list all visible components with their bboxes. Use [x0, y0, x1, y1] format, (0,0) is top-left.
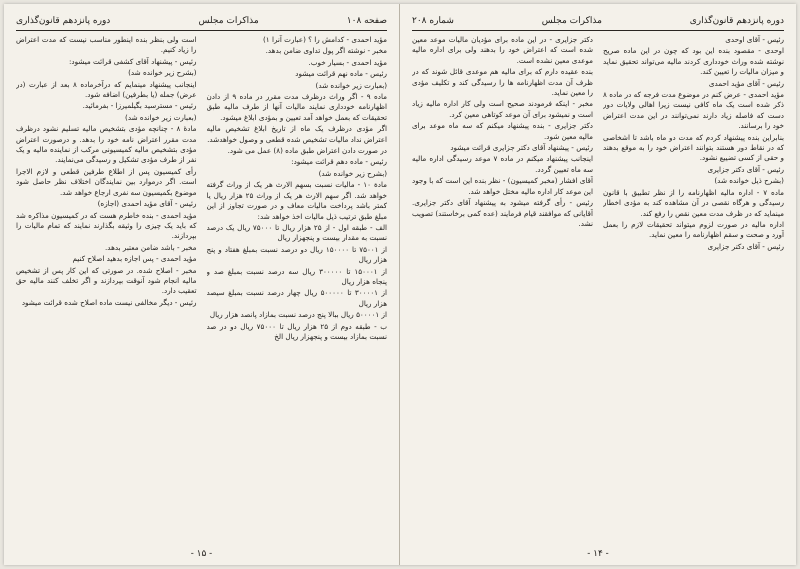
paragraph: اینجانب پیشنهاد مینمایم که درآخرماده ۸ بعد از عبارت (در عرض) جمله (یا بطرفین) اضافه شود.	[16, 79, 197, 100]
paragraph: رئیس - ماده دهم قرائت میشود:	[291, 157, 387, 167]
paragraph: از ۳۰۰۰۰۱ تا ۵۰۰۰۰۰ ریال چهار درصد نسبت بمبلغ سیصد هزار ریال	[206, 288, 387, 308]
paragraph: بنابراین بنده پیشنهاد کردم که مدت دو ماه باشد تا اشخاصی که در نقاط دور هستند بتوانند اعتراض خود را به موقع بدهند و حقی از کسی تضییع نشود.	[603, 132, 784, 163]
paragraph: اداره مالیه در صورت لزوم میتواند تحقیقات لازم را بعمل آورد و صحت و سقم اظهارنامه را معین نماید.	[603, 219, 784, 240]
left-column	[16, 35, 197, 540]
paragraph: مخبر - نوشته اگر پول تداوی ضامن بدهد.	[265, 46, 387, 56]
right-column	[603, 35, 784, 540]
paragraph: مؤید احمدی - عرض کنم در موضوع مدت فرجه که در ماده ۸ ذکر شده است یک ماه کافی نیست زیرا اهالی ولایات دور دست که فاصله زیاد دارند نمی‌توانند در این مدت اعتراض خود را برسانند.	[603, 90, 784, 131]
session-title: دوره پانزدهم قانون‌گذاری	[16, 16, 111, 26]
paragraph: مؤید احمدی - بسیار خوب.	[308, 57, 387, 67]
paragraph: مادة ۱۰ - مالیات نسبت بسهم الارث هر یک از وراث گرفته خواهد شد. اگر سهم الارث هر یک از وراث ۲۵ هزار ریال یا کمتر باشد پرداخت مالیات معاف و در صورت تجاوز از این مبلغ طبق ترتیب ذیل مالیات اخذ خواهد شد:	[206, 180, 387, 221]
paragraph: از ۷۵۰۰۱ تا ۱۵۰۰۰۰ ریال دو درصد نسبت بمبلغ هفتاد و پنج هزار ریال	[206, 244, 387, 265]
paragraph: رئیس - دیگر مخالفی نیست ماده اصلاح شده قرائت میشود	[21, 297, 197, 307]
paragraph: اوحدی - مقصود بنده این بود که چون در این ماده صریح نوشته شده وراث خودداری کردند مالیه می‌تواند تحقیق نماید و میزان مالیات را تعیین کند.	[603, 46, 784, 77]
paragraph: رئیس - مسترسید بگیلمیرزا - بفرمائید.	[82, 101, 197, 111]
paragraph: (بعبارت زیر خوانده شد)	[125, 112, 197, 122]
paragraph: مؤید احمدی - بنده خاطرم هست که در کمیسیون مذاکره شد که باید یک چیزی را وثیقه بگذارند نمایند که تمام مالیات را بپردازند.	[16, 210, 197, 241]
paragraph: (بشرح زیر خوانده شد)	[318, 168, 387, 178]
paragraph: بنده عقیده دارم که برای مالیه هم موعدی قائل شوند که در ظرف آن مدت اظهارنامه ها را رسیدگی کند و تکلیف مؤدی را معین نماید.	[412, 67, 593, 98]
paragraph: ماده ۹ - اگر وراث درظرف مدت مقرر در ماده ۹ از دادن اظهارنامه خودداری نمایند مالیات آنها از طرف مالیه طبق تحقیقات که بعمل خواهد آمد تعیین و بمؤدی ابلاغ میشود.	[206, 92, 387, 122]
paragraph: رئیس - پیشنهاد آقای کشفی قرائت میشود:	[69, 56, 197, 66]
right-column	[207, 35, 388, 540]
paragraph: ماده ۷ - اداره مالیه اظهارنامه را از نظر تطبیق با قانون رسیدگی و هرگاه نقصی در آن مشاهده کند به مؤدی اخطار مینماید که در ظرف مدت معین نقص را رفع کند.	[603, 187, 784, 218]
paragraph: ب - طبقه دوم از ۲۵ هزار ریال تا ۷۵۰۰۰ ریال دو در صد نسبت بمازاد بیست و پنجهزار ریال الخ	[206, 321, 387, 341]
header-rule	[412, 30, 784, 31]
text-columns	[412, 35, 784, 540]
paragraph: از ۱۵۰۰۰۱ تا ۳۰۰۰۰۰ ریال سه درصد نسبت بمبلغ صد و پنجاه هزار ریال	[206, 266, 387, 286]
paragraph: دکتر جزایری - بنده پیشنهاد میکنم که سه ماه موعد برای مالیه معین شود.	[412, 121, 593, 141]
paragraph: (بشرح ذیل خوانده شد)	[714, 176, 784, 186]
journal-title: مذاکرات مجلس	[541, 16, 602, 26]
paragraph: اگر مؤدی درظرف یک ماه از تاریخ ابلاغ تشخیص مالیه اعتراض نداد مالیات تشخیص شده قطعی و وصول خواهدشد.	[206, 124, 387, 144]
session-title: دوره پانزدهم قانون‌گذاری	[689, 16, 784, 26]
folio: - ۱۴ -	[587, 549, 609, 559]
paragraph: رئیس - آقای دکتر جزایری	[707, 241, 784, 251]
paragraph: اینجانب پیشنهاد میکنم در ماده ۷ موعد رسیدگی اداره مالیه سه ماه تعیین گردد.	[412, 154, 593, 174]
paragraph: است ولی بنظر بنده اینطور مناسب نیست که مدت اعتراض را زیاد کنیم.	[16, 35, 197, 55]
right-page	[400, 4, 796, 565]
document-spread	[4, 4, 796, 565]
paragraph: رأی کمیسیون پس از اطلاع طرفین قطعی و لازم الاجرا است. اگر درموارد بین نمایندگان اختلاف نظر حاصل شود موضوع بکمیسیون سه نفری ارجاع خواهد شد.	[16, 166, 197, 197]
paragraph: رئیس - آقای مؤید احمدی (اجازه)	[97, 199, 197, 209]
paragraph: دکتر جزایری - در این ماده برای مؤدیان مالیات موعد معین شده است که اعتراض خود را بدهند ولی برای اداره مالیه موعدی معین نشده است.	[412, 35, 593, 65]
meeting-number: شماره ۲۰۸	[412, 16, 454, 26]
paragraph: مخبر - اصلاح شده. در صورتی که این کار پس از تشخیص مالیه انجام شود آنوقت بپردازند و اگر تخلف کنند مالیه حق تعقیب دارد.	[16, 265, 197, 296]
paragraph: مادهٔ ۸ - چنانچه مؤدی بتشخیص مالیه تسلیم نشود درظرف مدت مقرر اعتراض نامه خود را بدهد. و درصورت اعتراض مؤدی بتشخیص مالیه کمیسیونی مرکب از نماینده مالیه و یک نفر از طرف مؤدی تشکیل و رسیدگی می‌نمایند.	[16, 124, 197, 165]
paragraph: آقای افشار (مخبر کمیسیون) - نظر بنده این است که با وجود این موعد کار اداره مالیه مختل خواهد شد.	[412, 176, 593, 196]
page-number: صفحه ۱۰۸	[346, 16, 387, 26]
paragraph: رئیس - آقای دکتر جزایری	[707, 164, 784, 174]
paragraph: مخبر - باشد ضامن معتبر بدهد.	[105, 242, 197, 252]
paragraph: مؤید احمدی - کدامش را ؟ (عبارت آنرا ۱)	[262, 35, 387, 44]
journal-title: مذاکرات مجلس	[198, 16, 259, 26]
paragraph: (بعبارت زیر خوانده شد)	[315, 80, 387, 90]
left-page	[4, 4, 400, 565]
paragraph: در صورت دادن اعتراض طبق ماده (۸) عمل می شود.	[227, 146, 387, 156]
paragraph: رئیس - ماده نهم قرائت میشود	[295, 69, 387, 79]
paragraph: مخبر - اینکه فرمودند صحیح است ولی کار اداره مالیه زیاد است و نمیشود برای آن موعد کوتاهی معین کرد.	[412, 99, 593, 119]
header-rule	[16, 30, 387, 31]
text-columns	[16, 35, 387, 540]
paragraph: رئیس - آقای مؤید احمدی	[708, 78, 784, 88]
paragraph: از ۵۰۰۰۰۱ ریال ببالا پنج درصد نسبت بمازاد پانصد هزار ریال	[209, 310, 387, 320]
left-column	[412, 35, 593, 540]
paragraph: رئیس - آقای اوحدی	[725, 35, 784, 44]
paragraph: مؤید احمدی - پس اجازه بدهید اصلاح کنیم	[72, 254, 197, 264]
paragraph: الف - طبقه اول - از ۲۵ هزار ریال تا ۷۵۰۰۰ ریال یک درصد نسبت به مقدار بیست و پنجهزار ریال	[206, 222, 387, 243]
page-header	[16, 14, 387, 28]
page-header	[412, 14, 784, 28]
folio: - ۱۵ -	[190, 549, 213, 559]
paragraph: رئیس - پیشنهاد آقای دکتر جزایری قرائت میشود	[450, 143, 593, 153]
paragraph: (بشرح زیر خوانده شد)	[128, 68, 197, 78]
paragraph: رئیس - رأی گرفته میشود به پیشنهاد آقای دکتر جزایری. آقایانی که موافقند قیام فرمایند (عده کمی برخاستند) تصویب نشد.	[412, 198, 593, 228]
